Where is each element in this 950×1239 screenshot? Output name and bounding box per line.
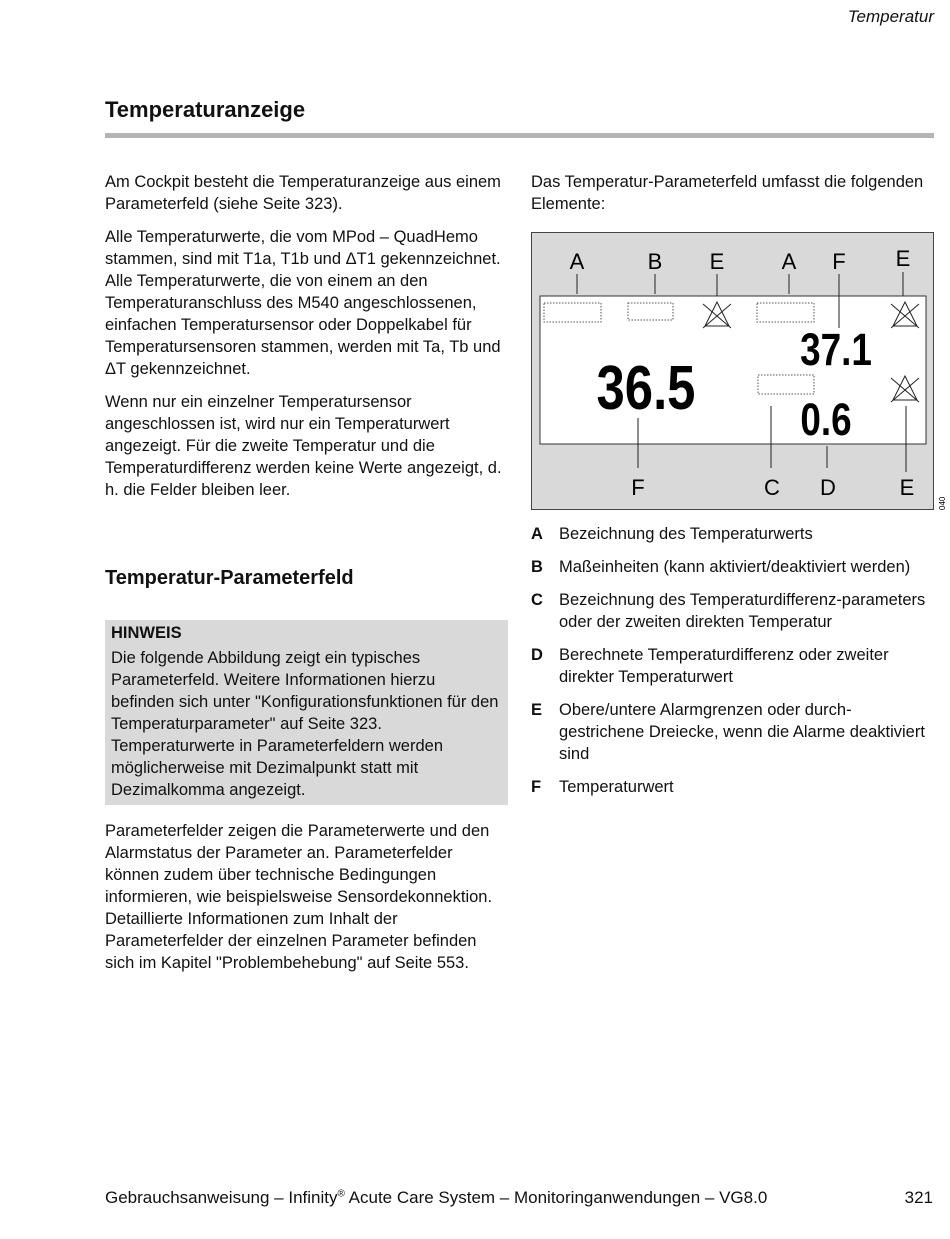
callout-label: F — [631, 475, 645, 500]
legend-item — [531, 699, 931, 765]
note-text: Die folgende Abbildung zeigt ein typisches Parameterfeld. Weitere Informationen hierzu befinden sich unter "Konfigurationsfunktionen für den Temperaturparameter" auf Seite 323. Temperaturwerte in Parameterfeldern werden möglicherweise mit Dezimalpunkt statt mit Dezimalkomma angezeigt. — [111, 649, 499, 799]
paragraph: Alle Temperaturwerte, die vom MPod – QuadHemo stammen, sind mit T1a, T1b und ΔT1 gekennzeichnet. Alle Temperaturwerte, die von einem an den Temperaturanschluss des M540 angeschlossenen, einfachen Temperatursensor oder Doppelkabel für Temperatursensoren stammen, werden mit Ta, Tb und ΔT gekennzeichnet. — [105, 228, 501, 378]
main-temperature-value: 36.5 — [596, 354, 696, 424]
callout-label: E — [895, 246, 911, 271]
legend-letter: F — [531, 778, 542, 796]
figure-legend — [531, 523, 931, 809]
paragraph: Wenn nur ein einzelner Temperatursensor angeschlossen ist, wird nur ein Temperaturwert angezeigt. Für die zweite Temperatur und die Temperaturdifferenz werden keine Werte angezeigt, d. h. die Felder bleiben leer. — [105, 393, 502, 499]
legend-text: Temperaturwert — [559, 778, 674, 796]
legend-item — [531, 776, 931, 798]
callout-label: D — [820, 475, 836, 500]
callout-label: E — [709, 249, 725, 274]
paragraph: Am Cockpit besteht die Temperaturanzeige aus einem Parameterfeld (siehe Seite 323). — [105, 173, 501, 213]
legend-letter: B — [531, 558, 543, 576]
footer — [105, 1188, 767, 1208]
legend-letter: C — [531, 591, 543, 609]
legend-letter: D — [531, 646, 543, 664]
callout-label: F — [832, 249, 846, 274]
footer-text: Gebrauchsanweisung – Infinity — [105, 1188, 338, 1207]
title-rule — [105, 133, 934, 138]
footer-text: Acute Care System – Monitoringanwendungen – VG8.0 — [344, 1188, 768, 1207]
second-temperature-value: 37.1 — [800, 324, 872, 375]
legend-item — [531, 556, 931, 578]
temperature-difference-value: 0.6 — [800, 394, 852, 445]
callout-label: A — [569, 249, 585, 274]
legend-item — [531, 523, 931, 545]
running-header: Temperatur — [847, 7, 934, 26]
note-title: HINWEIS — [111, 624, 182, 642]
subheading: Temperatur-Parameterfeld — [105, 567, 354, 589]
legend-letter: A — [531, 525, 543, 543]
callout-label: E — [899, 475, 915, 500]
section-title: Temperaturanzeige — [105, 97, 306, 122]
figure-id: 040 — [938, 496, 947, 510]
registered-mark: ® — [337, 1188, 345, 1200]
callout-label: C — [764, 475, 780, 500]
legend-letter: E — [531, 701, 543, 719]
legend-item — [531, 644, 931, 688]
legend-item — [531, 589, 931, 633]
figure-diagram — [531, 232, 947, 510]
note-box — [105, 620, 508, 805]
parameter-field-figure — [531, 232, 947, 510]
legend-text: Obere/untere Alarmgrenzen oder durch-gestrichene Dreiecke, wenn die Alarme deaktiviert sind — [559, 701, 925, 763]
paragraph: Parameterfelder zeigen die Parameterwerte und den Alarmstatus der Parameter an. Parameterfelder können zudem über technische Bedingungen informieren, wie beispielsweise Sensordekonnektion. Detaillierte Informationen zum Inhalt der Parameterfelder der einzelnen Parameter befinden sich im Kapitel "Problembehebung" auf Seite 553. — [105, 822, 493, 972]
callout-label: A — [781, 249, 797, 274]
figure-intro: Das Temperatur-Parameterfeld umfasst die folgenden Elemente: — [531, 173, 924, 213]
legend-text: Maßeinheiten (kann aktiviert/deaktiviert werden) — [559, 558, 911, 576]
legend-text: Bezeichnung des Temperaturdifferenz-parameters oder der zweiten direkten Temperatur — [559, 591, 926, 631]
legend-text: Berechnete Temperaturdifferenz oder zweiter direkter Temperaturwert — [559, 646, 889, 686]
callout-label: B — [647, 249, 663, 274]
page-number: 321 — [904, 1188, 933, 1207]
legend-text: Bezeichnung des Temperaturwerts — [559, 525, 813, 543]
left-column — [105, 171, 510, 512]
